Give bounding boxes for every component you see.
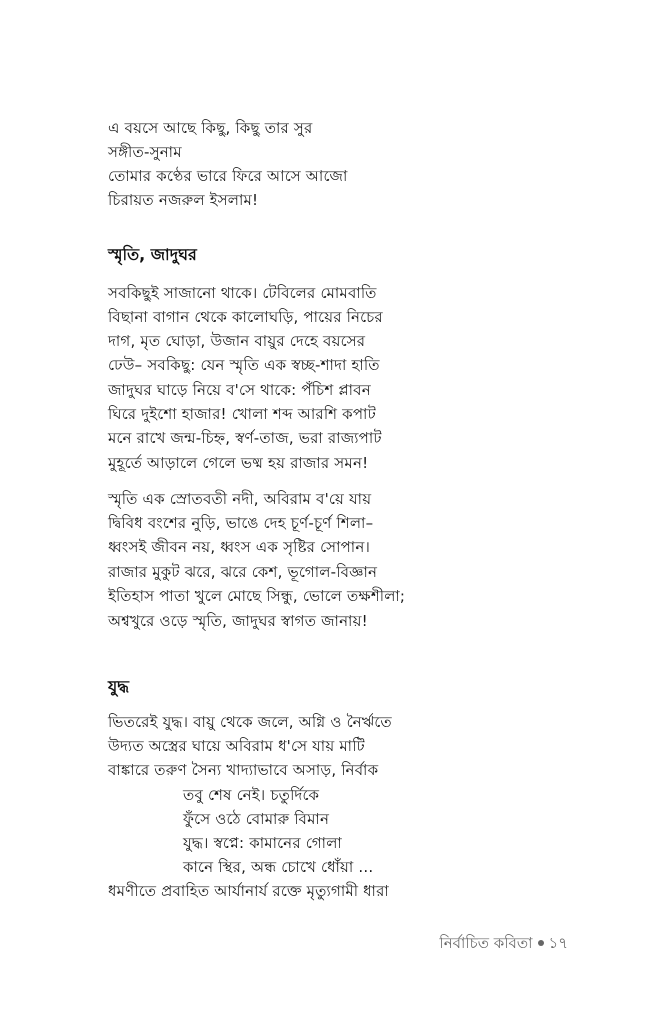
running-title: নির্বাচিত কবিতা bbox=[439, 934, 533, 952]
poem-line: তোমার কণ্ঠের ভারে ফিরে আসে আজো bbox=[108, 167, 348, 185]
poem-line-indented: যুদ্ধ। স্বপ্নে: কামানের গোলা bbox=[183, 834, 342, 852]
poem-line: মনে রাখে জন্ম-চিহ্ন, স্বর্ণ-তাজ, ভরা রাজ্যপাট bbox=[108, 429, 382, 447]
poem-line: অশ্বখুরে ওড়ে স্মৃতি, জাদুঘর স্বাগত জানায়! bbox=[108, 612, 368, 630]
poem-title: স্মৃতি, জাদুঘর bbox=[108, 245, 197, 264]
poem-line-indented: তবু শেষ নেই। চতুর্দিকে bbox=[183, 786, 320, 804]
poem-line: ঢেউ– সবকিছু: যেন স্মৃতি এক স্বচ্ছ-শাদা হাতি bbox=[108, 356, 380, 374]
poem-line: এ বয়সে আছে কিছু, কিছু তার সুর bbox=[108, 119, 313, 137]
poem-line: ইতিহাস পাতা খুলে মোছে সিন্ধু, ভোলে তক্ষশীলা; bbox=[108, 587, 406, 605]
poem-line: চিরায়ত নজরুল ইসলাম! bbox=[108, 191, 259, 209]
poem-line: বিছানা বাগান থেকে কালোঘড়ি, পায়ের নিচের bbox=[108, 308, 383, 326]
poem-line: রাজার মুকুট ঝরে, ঝরে কেশ, ভূগোল-বিজ্ঞান bbox=[108, 563, 378, 581]
poem-line: ধমণীতে প্রবাহিত আর্যানার্য রক্তে মৃত্যুগামী ধারা bbox=[108, 882, 389, 900]
page-number: ১৭ bbox=[548, 934, 568, 952]
poem-line: বাঙ্কারে তরুণ সৈন্য খাদ্যাভাবে অসাড়, নির্বাক bbox=[108, 761, 379, 779]
poem-line: উদ্যত অস্ত্রের ঘায়ে অবিরাম ধ'সে যায় মাটি bbox=[108, 737, 365, 755]
poem-line: সঙ্গীত-সুনাম bbox=[108, 143, 182, 161]
poem-line-indented: কানে স্থির, অন্ধ চোখে ধোঁয়া ... bbox=[183, 858, 374, 876]
bullet-icon bbox=[538, 940, 544, 946]
poem-line: ভিতরেই যুদ্ধ। বায়ু থেকে জলে, অগ্নি ও নৈর্ঋতে bbox=[108, 713, 392, 731]
poem-line: দ্বিবিধ বংশের নুড়ি, ভাঙে দেহ চূর্ণ-চূর্ণ শিলা– bbox=[108, 514, 374, 532]
poem-line: সবকিছুই সাজানো থাকে। টেবিলের মোমবাতি bbox=[108, 284, 377, 302]
poem-line: জাদুঘর ঘাড়ে নিয়ে ব'সে থাকে: পঁচিশ প্লাবন bbox=[108, 381, 371, 399]
poem-line-indented: ফুঁসে ওঠে বোমারু বিমান bbox=[183, 810, 330, 828]
poem-line: ধ্বংসই জীবন নয়, ধ্বংস এক সৃষ্টির সোপান। bbox=[108, 538, 371, 556]
poem-line: ঘিরে দুইশো হাজার! খোলা শব্দ আরশি কপাট bbox=[108, 405, 376, 423]
page-footer bbox=[439, 932, 568, 957]
poem-title: যুদ্ধ bbox=[108, 677, 129, 696]
poem-line: দাগ, মৃত ঘোড়া, উজান বায়ুর দেহে বয়সের bbox=[108, 332, 366, 350]
poem-line: স্মৃতি এক স্রোতবতী নদী, অবিরাম ব'য়ে যায় bbox=[108, 490, 372, 508]
poem-line: মুহূর্তে আড়ালে গেলে ভষ্ম হয় রাজার সমন! bbox=[108, 454, 369, 472]
